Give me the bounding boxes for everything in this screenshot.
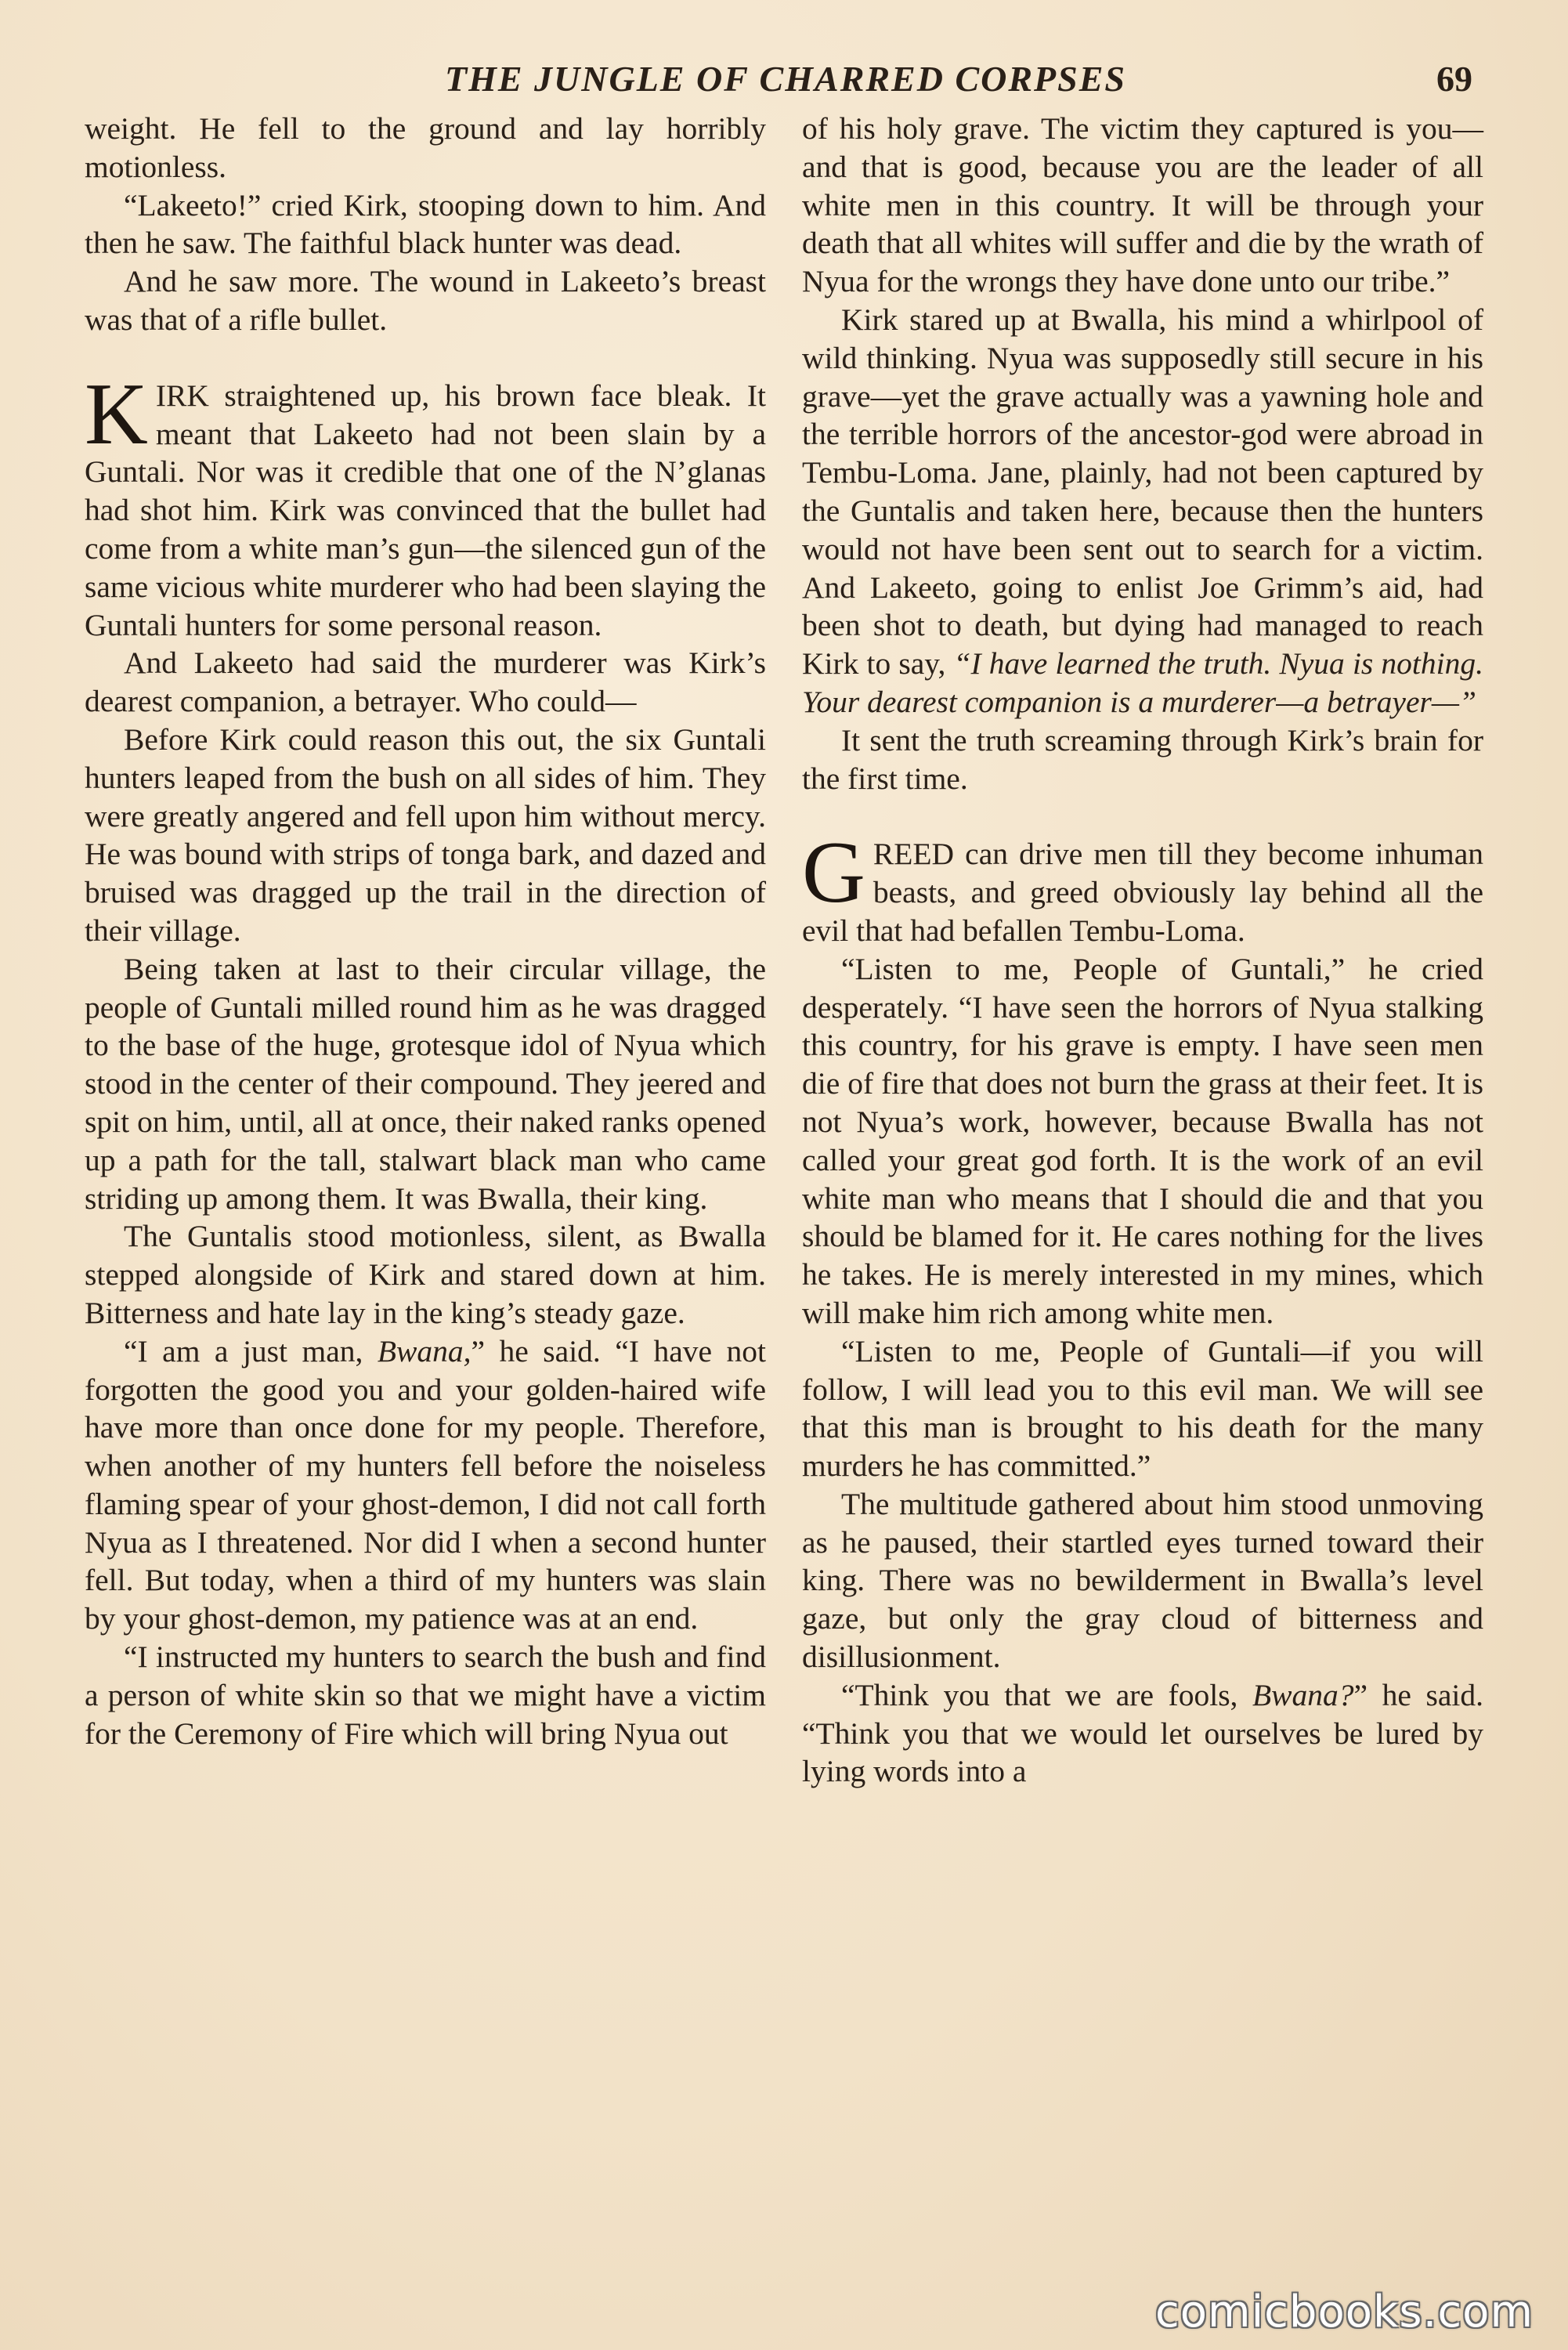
paragraph: “I instructed my hunters to search the bush and find a person of white skin so that we might have a victim for the Ceremony of Fire which will bring Nyua out (85, 1640, 766, 1751)
paragraph: The multitude gathered about him stood unmoving as he paused, their startled eyes turned toward their king. There was no bewilderment in Bwalla’s level gaze, but only the gray cloud of bitterness and disillusionment. (802, 1486, 1483, 1675)
paragraph-text: REED can drive men till they become inhuman beasts, and greed obviously lay behind all the evil that had befallen Tembu-Loma. (802, 837, 1483, 948)
paragraph (85, 1332, 766, 1638)
paragraph: “Lakeeto!” cried Kirk, stooping down to him. And then he saw. The faithful black hunter was dead. (85, 187, 766, 261)
running-title: THE JUNGLE OF CHARRED CORPSES (444, 59, 1126, 99)
paragraph: weight. He fell to the ground and lay horribly motionless. (85, 111, 766, 184)
watermark: comicbooks.com (1154, 2287, 1534, 2337)
italic-text: Bwana, (377, 1333, 471, 1368)
paragraph-text: ” he said. “I have not forgotten the good you and your golden-haired wife have more than once done for my people. Therefore, when another of my hunters fell before the noiseless flaming spear of your ghost-demon, I did not call forth Nyua as I threatened. Nor did I when a second hunter fell. But today, when a third of my hunters was slain by your ghost-demon, my patience was at an end. (85, 1333, 766, 1636)
paragraph: And he saw more. The wound in Lakeeto’s breast was that of a rifle bullet. (85, 264, 766, 337)
drop-cap: K (85, 365, 148, 463)
paragraph-text: “Think you that we are fools, (841, 1677, 1253, 1712)
section-paragraph (802, 824, 1483, 949)
left-column (85, 110, 766, 1752)
italic-text: “I have learned the truth. Nyua is nothing. Your dearest companion is a murderer—a betrayer—” (802, 646, 1483, 719)
paragraph (802, 1676, 1483, 1791)
paragraph: Being taken at last to their circular village, the people of Guntali milled round him as he was dragged to the base of the huge, grotesque idol of Nyua which stood in the center of their compound. They jeered and spit on him, until, all at once, their naked ranks opened up a path for the tall, stalwart black man who came striding up among them. It was Bwalla, their king. (85, 951, 766, 1216)
section-paragraph (85, 365, 766, 645)
paragraph: “Listen to me, People of Guntali—if you will follow, I will lead you to this evil man. We will see that this man is brought to his death for the many murders he has committed.” (802, 1333, 1483, 1484)
paragraph-text: Kirk stared up at Bwalla, his mind a whirlpool of wild thinking. Nyua was supposedly still secure in his grave—yet the grave actually was a yawning hole and the terrible horrors of the ancestor-god were abroad in Tembu-Loma. Jane, plainly, had not been captured by the Guntalis and taken here, because then the hunters would not have been sent out to search for a victim. And Lakeeto, going to enlist Joe Grimm’s aid, had been shot to death, but dying had managed to reach Kirk to say, (802, 302, 1483, 682)
page-header (78, 58, 1493, 113)
paragraph: The Guntalis stood motionless, silent, as Bwalla stepped alongside of Kirk and stared down at him. Bitterness and hate lay in the king’s steady gaze. (85, 1219, 766, 1330)
paragraph: And Lakeeto had said the murderer was Kirk’s dearest companion, a betrayer. Who could— (85, 645, 766, 719)
italic-text: Bwana? (1252, 1677, 1354, 1712)
paragraph: of his holy grave. The victim they captured is you—and that is good, because you are the leader of all white men in this country. It will be through your death that all whites will suffer and die by the wrath of Nyua for the wrongs they have done unto our tribe.” (802, 111, 1483, 299)
paragraph: It sent the truth screaming through Kirk’s brain for the first time. (802, 722, 1483, 796)
paragraph-text: IRK straightened up, his brown face bleak. It meant that Lakeeto had not been slain by a Guntali. Nor was it credible that one of the N’glanas had shot him. Kirk was convinced that the bullet had come from a white man’s gun—the silenced gun of the same vicious white murderer who had been slaying the Guntali hunters for some personal reason. (85, 378, 766, 642)
paragraph: Before Kirk could reason this out, the six Guntali hunters leaped from the bush on all sides of him. They were greatly angered and fell upon him without mercy. He was bound with strips of tonga bark, and dazed and bruised was dragged up the trail in the direction of their village. (85, 721, 766, 948)
page-number: 69 (1436, 59, 1472, 99)
paragraph-text: “I am a just man, (124, 1333, 378, 1368)
paragraph: “Listen to me, People of Guntali,” he cried desperately. “I have seen the horrors of Nyua stalking this country, for his grave is empty. I have seen men die of fire that does not burn the grass at their feet. It is not Nyua’s work, however, because Bwalla has not called your great god forth. It is the work of an evil white man who means that I should die and that you should be blamed for it. He cares nothing for the lives he takes. He is merely interested in my mines, which will make him rich among white men. (802, 951, 1483, 1330)
right-column (802, 110, 1483, 1791)
paragraph-text: ” he said. “Think you that we would let ourselves be lured by lying words into a (802, 1677, 1484, 1789)
drop-cap: G (802, 824, 865, 922)
paragraph (802, 301, 1483, 721)
